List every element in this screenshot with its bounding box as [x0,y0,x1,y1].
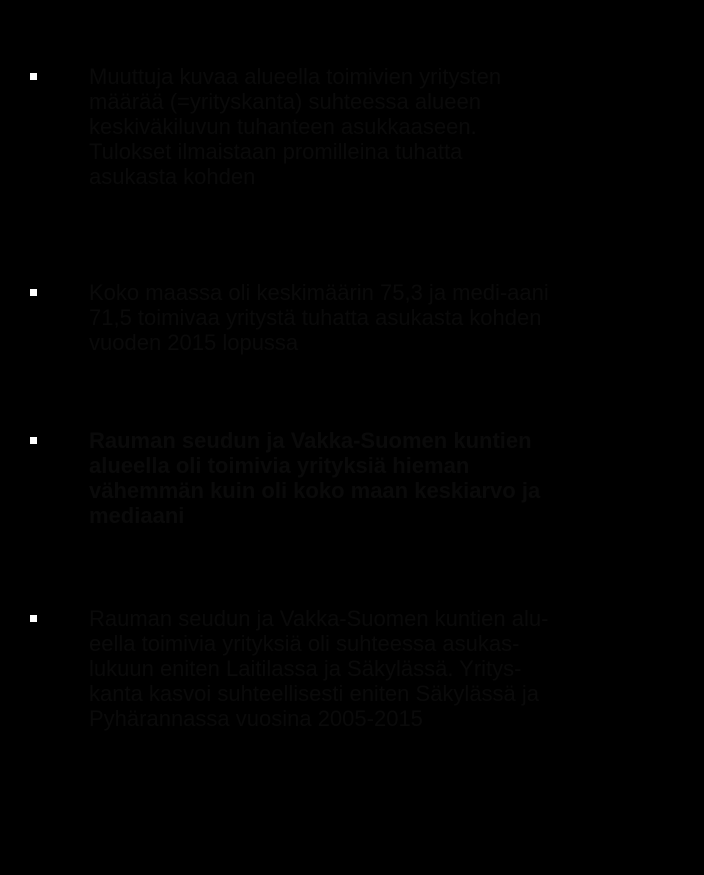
square-bullet-icon [30,289,37,296]
square-bullet-icon [30,437,37,444]
square-bullet-icon [30,73,37,80]
bullet-text: Muuttuja kuvaa alueella toimivien yritysten määrää (=yrityskanta) suhteessa alueen keskiväkiluvun tuhanteen asukkaaseen. Tulokset ilmaistaan promilleina tuhatta asukasta kohden [89,64,502,189]
bullet-text: Koko maassa oli keskimäärin 75,3 ja medi-aani 71,5 toimivaa yritystä tuhatta asukasta kohden vuoden 2015 lopussa [89,280,549,355]
bullet-text: Rauman seudun ja Vakka-Suomen kuntien alueella oli toimivia yrityksiä hieman vähemmän kuin oli koko maan keskiarvo ja mediaani [89,428,541,528]
bullet-text: Rauman seudun ja Vakka-Suomen kuntien alu- eella toimivia yrityksiä oli suhteessa asukas- lukuun eniten Laitilassa ja Säkylässä. Yritys- kanta kasvoi suhteellisesti eniten Säkylässä ja Pyhärannassa vuosina 2005-2015 [89,606,549,731]
square-bullet-icon [30,615,37,622]
